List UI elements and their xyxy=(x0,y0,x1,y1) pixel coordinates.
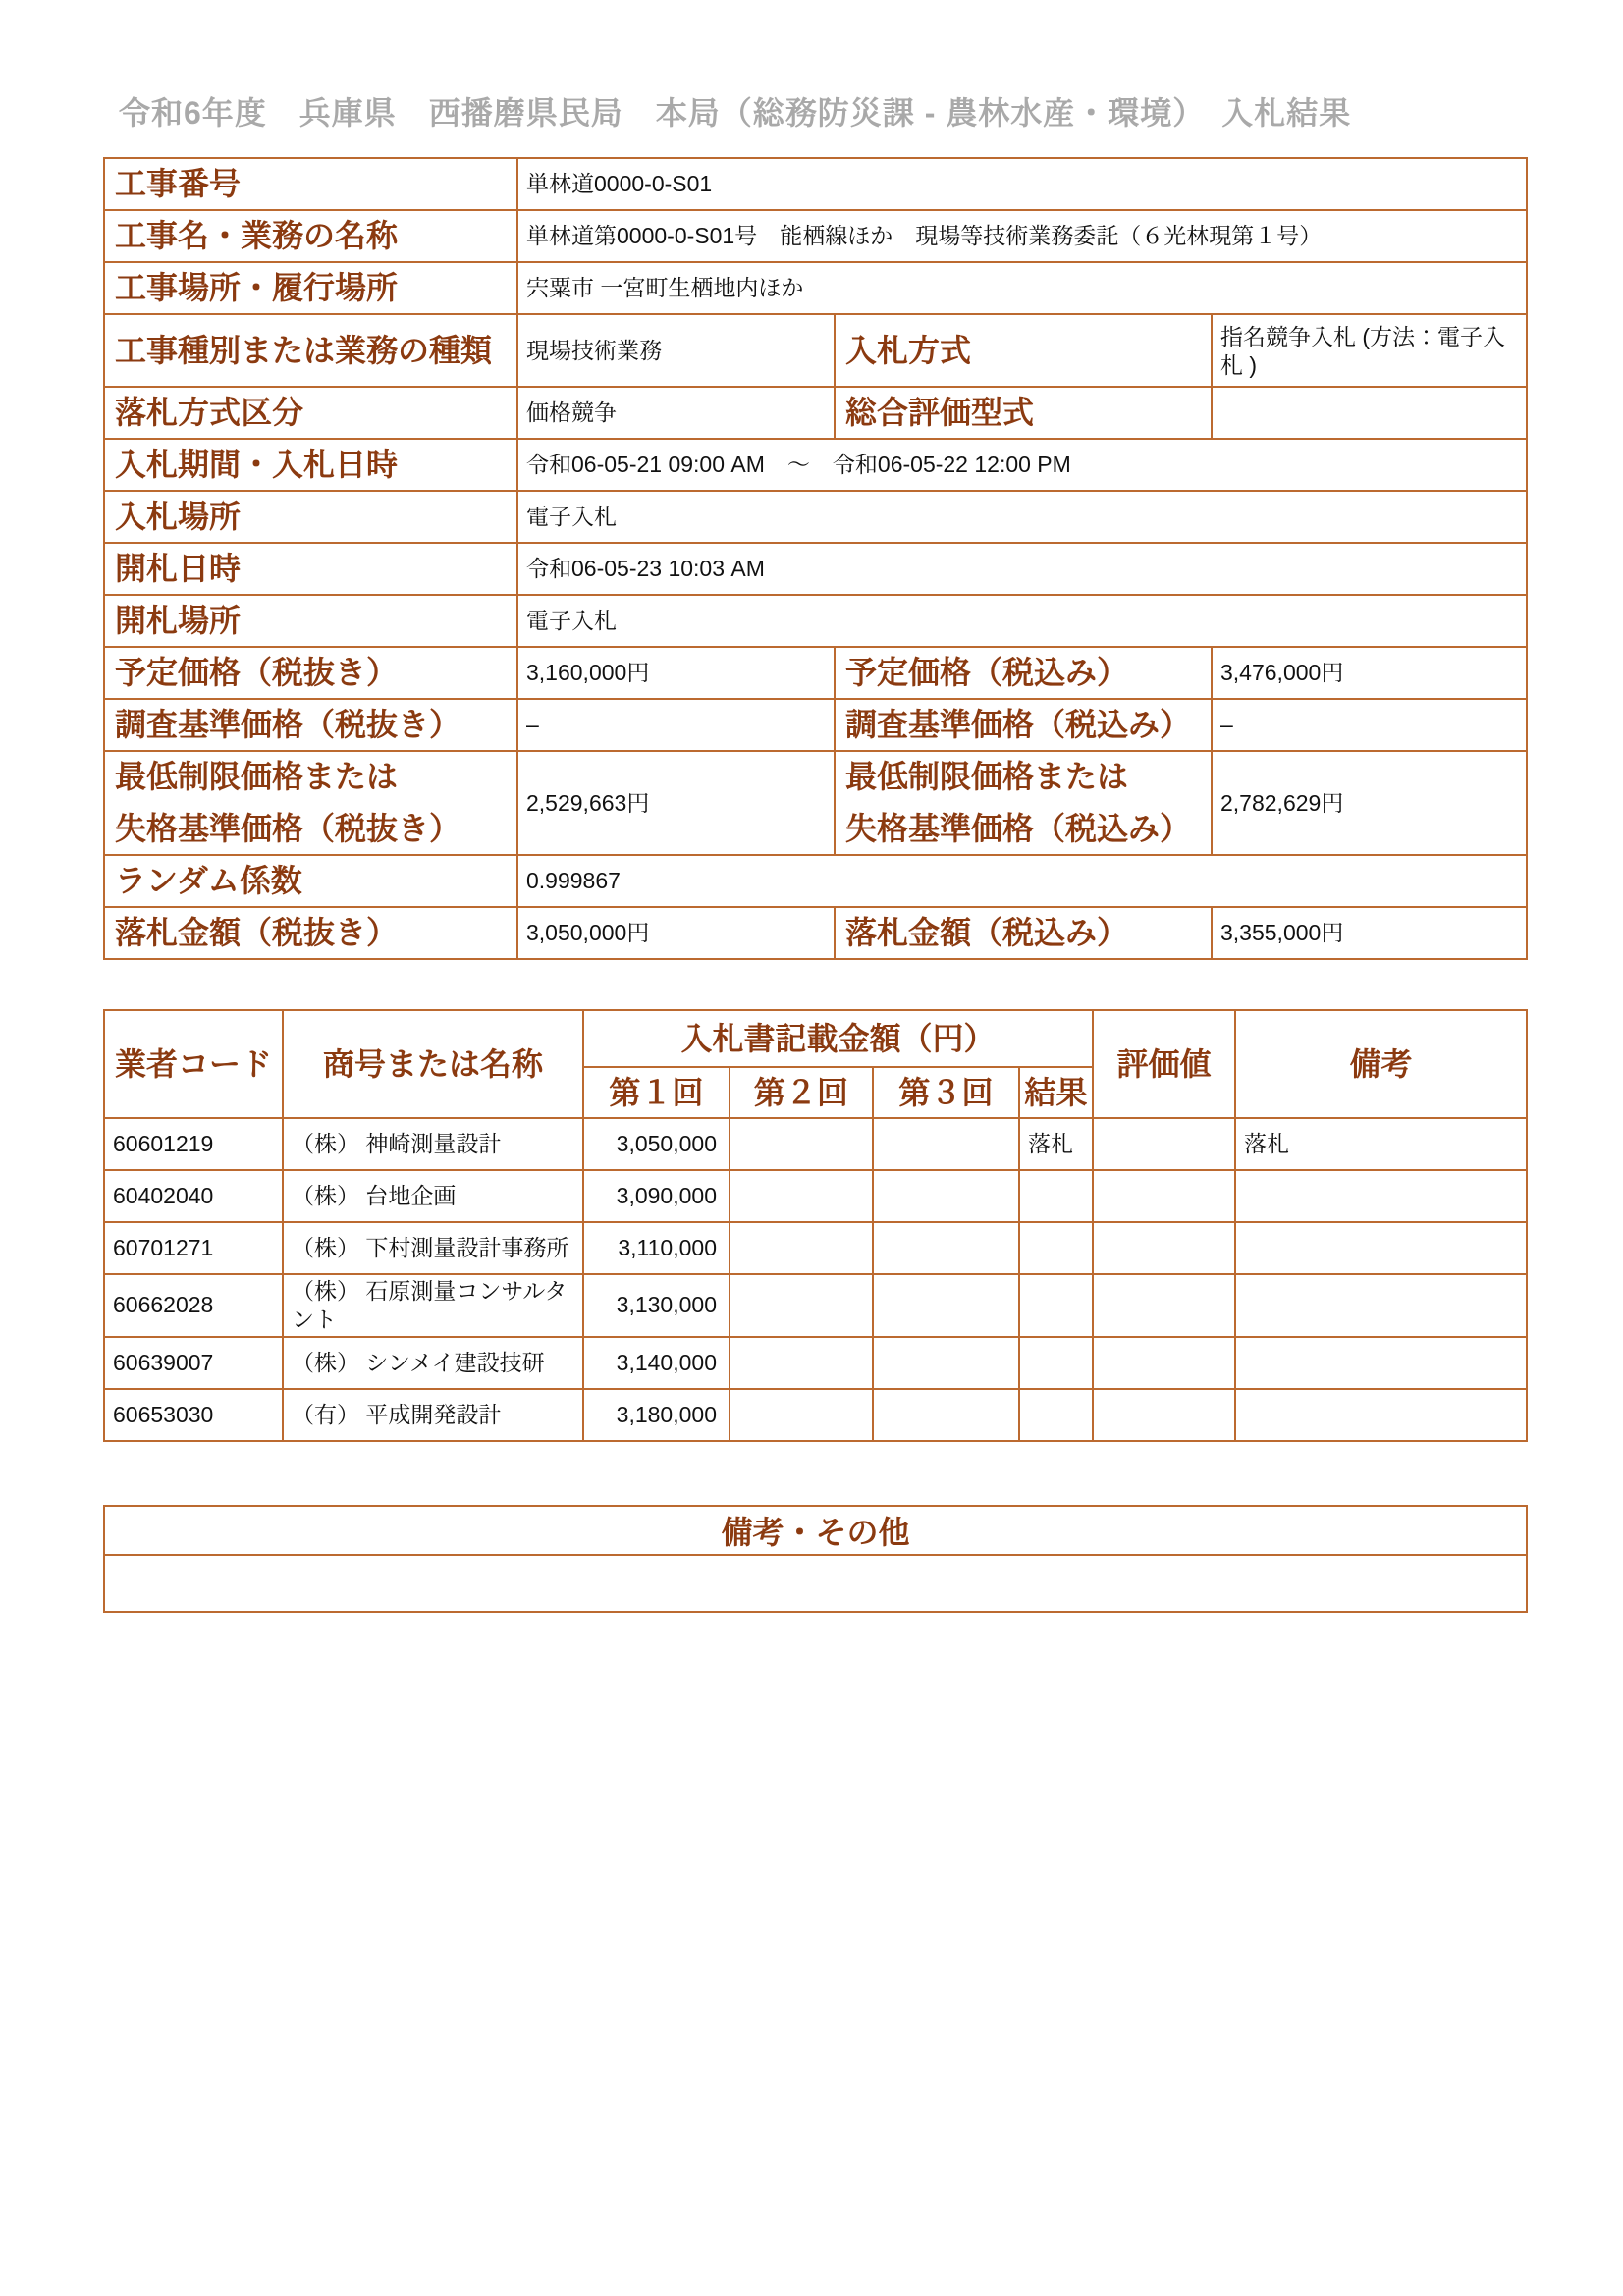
row-bid-period xyxy=(104,439,1527,491)
label-work-type: 工事種別または業務の種類 xyxy=(104,314,517,387)
value-min-limit-inc: 2,782,629円 xyxy=(1212,751,1527,855)
value-award-category: 価格競争 xyxy=(517,387,835,439)
label-random-coefficient: ランダム係数 xyxy=(104,855,517,907)
bidder-evaluation xyxy=(1093,1170,1235,1222)
label-planned-price-inc: 予定価格（税込み） xyxy=(835,647,1212,699)
label-evaluation-type: 総合評価型式 xyxy=(835,387,1212,439)
value-award-amount-ex: 3,050,000円 xyxy=(517,907,835,959)
bid-summary-table xyxy=(103,157,1528,960)
bidder-evaluation xyxy=(1093,1274,1235,1337)
header-remarks: 備考 xyxy=(1235,1010,1527,1118)
value-work-type: 現場技術業務 xyxy=(517,314,835,387)
bidder-round1-amount: 3,050,000 xyxy=(583,1118,730,1170)
bidder-round2-amount xyxy=(730,1337,873,1389)
bidder-name: （株） 石原測量コンサルタント xyxy=(283,1274,583,1337)
bidder-result xyxy=(1019,1170,1093,1222)
label-min-limit-ex xyxy=(104,751,517,855)
bidder-round2-amount xyxy=(730,1222,873,1274)
bidder-round1-amount: 3,130,000 xyxy=(583,1274,730,1337)
row-min-limit-price xyxy=(104,751,1527,855)
row-award-amount xyxy=(104,907,1527,959)
bidder-round1-amount: 3,180,000 xyxy=(583,1389,730,1441)
bidder-round2-amount xyxy=(730,1170,873,1222)
label-opening-place: 開札場所 xyxy=(104,595,517,647)
header-result: 結果 xyxy=(1019,1067,1093,1118)
header-round2: 第２回 xyxy=(730,1067,873,1118)
value-evaluation-type xyxy=(1212,387,1527,439)
label-award-amount-ex: 落札金額（税抜き） xyxy=(104,907,517,959)
header-bidder-code: 業者コード xyxy=(104,1010,283,1118)
label-survey-base-ex: 調査基準価格（税抜き） xyxy=(104,699,517,751)
bidders-header-row-1 xyxy=(104,1010,1527,1067)
page-title: 令和6年度 兵庫県 西播磨県民局 本局（総務防災課 - 農林水産・環境） 入札結果 xyxy=(119,95,1352,131)
label-min-limit-inc xyxy=(835,751,1212,855)
value-bid-place: 電子入札 xyxy=(517,491,1527,543)
bidder-remarks: 落札 xyxy=(1235,1118,1527,1170)
bidder-result xyxy=(1019,1389,1093,1441)
bidder-round3-amount xyxy=(873,1222,1019,1274)
bidder-code: 60662028 xyxy=(104,1274,283,1337)
bidder-code: 60653030 xyxy=(104,1389,283,1441)
bidder-name: （有） 平成開発設計 xyxy=(283,1389,583,1441)
value-planned-price-inc: 3,476,000円 xyxy=(1212,647,1527,699)
bidder-remarks xyxy=(1235,1170,1527,1222)
bidder-remarks xyxy=(1235,1274,1527,1337)
bidder-name: （株） シンメイ建設技研 xyxy=(283,1337,583,1389)
label-opening-datetime: 開札日時 xyxy=(104,543,517,595)
bidder-evaluation xyxy=(1093,1222,1235,1274)
label-location: 工事場所・履行場所 xyxy=(104,262,517,314)
bidder-code: 60402040 xyxy=(104,1170,283,1222)
remarks-content-row xyxy=(104,1555,1527,1612)
bidder-code: 60701271 xyxy=(104,1222,283,1274)
bidder-row xyxy=(104,1222,1527,1274)
bidder-row xyxy=(104,1118,1527,1170)
bidder-round3-amount xyxy=(873,1274,1019,1337)
value-min-limit-ex: 2,529,663円 xyxy=(517,751,835,855)
remarks-title: 備考・その他 xyxy=(104,1506,1527,1555)
value-random-coefficient: 0.999867 xyxy=(517,855,1527,907)
bidder-code: 60601219 xyxy=(104,1118,283,1170)
remarks-table xyxy=(103,1505,1528,1613)
bidder-round2-amount xyxy=(730,1118,873,1170)
label-min-limit-ex-line1: 最低制限価格または xyxy=(115,759,399,795)
value-opening-place: 電子入札 xyxy=(517,595,1527,647)
label-min-limit-inc-line2: 失格基準価格（税込み） xyxy=(845,811,1192,846)
row-random-coefficient xyxy=(104,855,1527,907)
bidder-row xyxy=(104,1274,1527,1337)
bidder-result: 落札 xyxy=(1019,1118,1093,1170)
bidder-result xyxy=(1019,1274,1093,1337)
bidder-remarks xyxy=(1235,1389,1527,1441)
label-award-category: 落札方式区分 xyxy=(104,387,517,439)
header-bidder-name: 商号または名称 xyxy=(283,1010,583,1118)
label-bid-period: 入札期間・入札日時 xyxy=(104,439,517,491)
bidder-row xyxy=(104,1170,1527,1222)
value-planned-price-ex: 3,160,000円 xyxy=(517,647,835,699)
bidder-name: （株） 下村測量設計事務所 xyxy=(283,1222,583,1274)
bidder-round3-amount xyxy=(873,1337,1019,1389)
value-bid-method: 指名競争入札 (方法：電子入札 ) xyxy=(1212,314,1527,387)
bidder-round3-amount xyxy=(873,1118,1019,1170)
row-work-type-bid-method xyxy=(104,314,1527,387)
bidder-name: （株） 台地企画 xyxy=(283,1170,583,1222)
label-award-amount-inc: 落札金額（税込み） xyxy=(835,907,1212,959)
header-round3: 第３回 xyxy=(873,1067,1019,1118)
remarks-header-row xyxy=(104,1506,1527,1555)
value-survey-base-ex: – xyxy=(517,699,835,751)
bidder-row xyxy=(104,1337,1527,1389)
bidder-result xyxy=(1019,1337,1093,1389)
bidder-round3-amount xyxy=(873,1170,1019,1222)
remarks-content xyxy=(104,1555,1527,1612)
row-award-category xyxy=(104,387,1527,439)
bidder-round1-amount: 3,090,000 xyxy=(583,1170,730,1222)
label-bid-place: 入札場所 xyxy=(104,491,517,543)
bidder-remarks xyxy=(1235,1337,1527,1389)
bidder-round2-amount xyxy=(730,1274,873,1337)
value-bid-period: 令和06-05-21 09:00 AM ～ 令和06-05-22 12:00 PM xyxy=(517,439,1527,491)
bidder-code: 60639007 xyxy=(104,1337,283,1389)
bidder-round2-amount xyxy=(730,1389,873,1441)
bidder-evaluation xyxy=(1093,1337,1235,1389)
header-evaluation: 評価値 xyxy=(1093,1010,1235,1118)
row-project-name xyxy=(104,210,1527,262)
label-project-name: 工事名・業務の名称 xyxy=(104,210,517,262)
label-min-limit-ex-line2: 失格基準価格（税抜き） xyxy=(115,811,461,846)
header-bid-amount-group: 入札書記載金額（円） xyxy=(583,1010,1093,1067)
bidders-table xyxy=(103,1009,1528,1442)
row-opening-place xyxy=(104,595,1527,647)
row-planned-price xyxy=(104,647,1527,699)
bidder-name: （株） 神崎測量設計 xyxy=(283,1118,583,1170)
label-planned-price-ex: 予定価格（税抜き） xyxy=(104,647,517,699)
row-opening-datetime xyxy=(104,543,1527,595)
label-min-limit-inc-line1: 最低制限価格または xyxy=(845,759,1129,795)
row-bid-place xyxy=(104,491,1527,543)
bidder-round1-amount: 3,140,000 xyxy=(583,1337,730,1389)
row-project-no xyxy=(104,158,1527,210)
label-survey-base-inc: 調査基準価格（税込み） xyxy=(835,699,1212,751)
header-round1: 第１回 xyxy=(583,1067,730,1118)
value-location: 宍粟市 一宮町生栖地内ほか xyxy=(517,262,1527,314)
value-survey-base-inc: – xyxy=(1212,699,1527,751)
value-project-no: 単林道0000-0-S01 xyxy=(517,158,1527,210)
bidder-round1-amount: 3,110,000 xyxy=(583,1222,730,1274)
bidder-round3-amount xyxy=(873,1389,1019,1441)
value-award-amount-inc: 3,355,000円 xyxy=(1212,907,1527,959)
row-location xyxy=(104,262,1527,314)
label-project-no: 工事番号 xyxy=(104,158,517,210)
bidder-evaluation xyxy=(1093,1389,1235,1441)
value-project-name: 単林道第0000-0-S01号 能栖線ほか 現場等技術業務委託（６光林現第１号） xyxy=(517,210,1527,262)
row-survey-base-price xyxy=(104,699,1527,751)
value-opening-datetime: 令和06-05-23 10:03 AM xyxy=(517,543,1527,595)
bidder-evaluation xyxy=(1093,1118,1235,1170)
bidder-row xyxy=(104,1389,1527,1441)
label-bid-method: 入札方式 xyxy=(835,314,1212,387)
bidder-remarks xyxy=(1235,1222,1527,1274)
bidder-result xyxy=(1019,1222,1093,1274)
